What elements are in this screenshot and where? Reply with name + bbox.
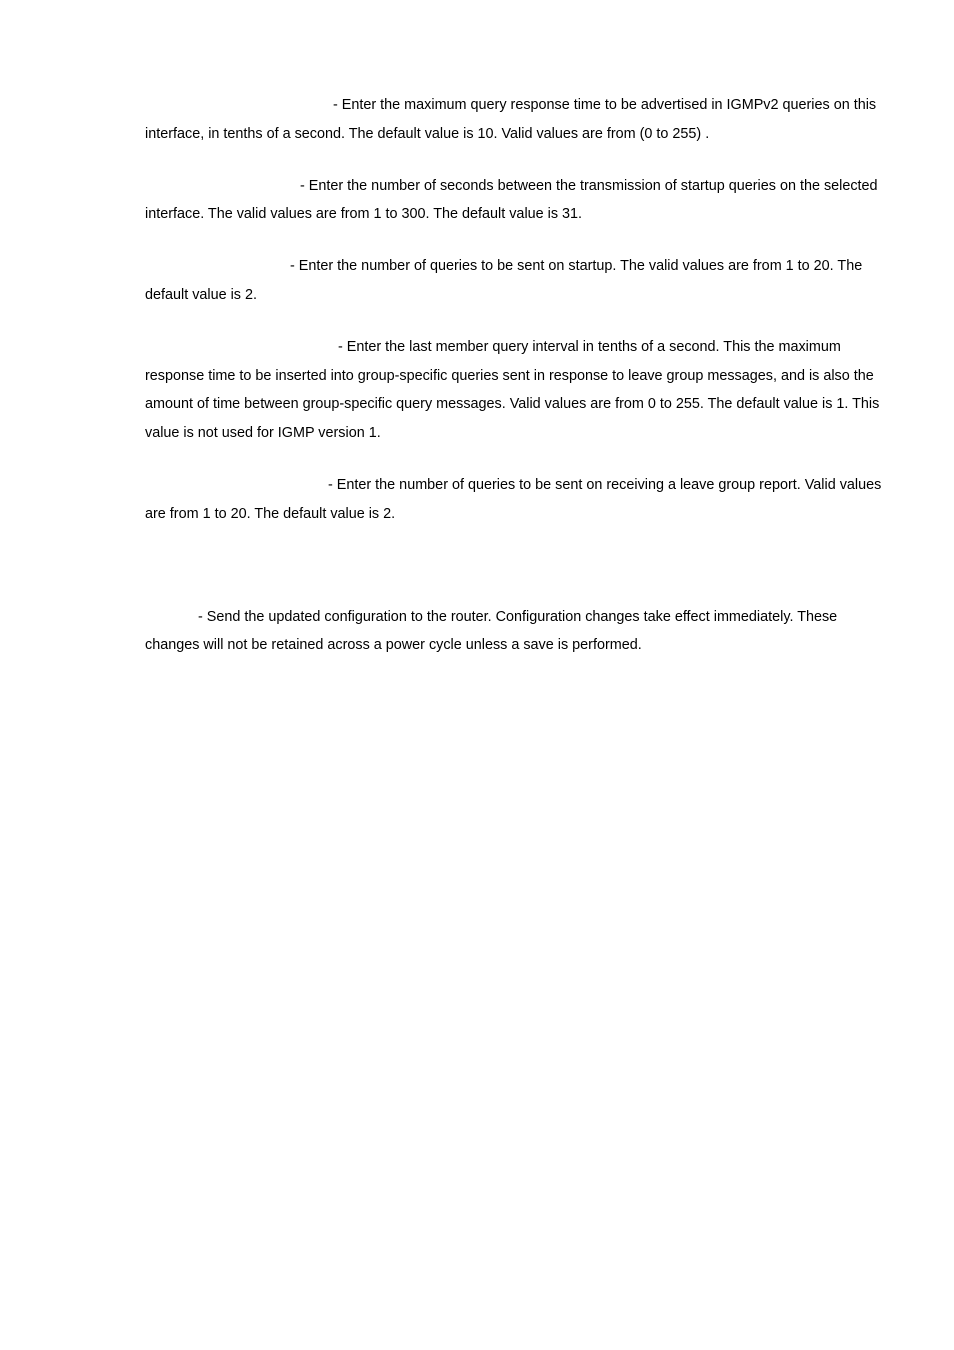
- paragraph-startup-query-interval: [145, 172, 885, 230]
- paragraph-submit: [145, 603, 885, 661]
- paragraph-text: - Enter the number of queries to be sent on startup. The valid values are from 1 to 20. The default value is 2.: [145, 258, 863, 303]
- paragraph-last-member-query-count: [145, 471, 885, 529]
- document-page: [145, 91, 885, 660]
- paragraph-text: - Send the updated configuration to the router. Configuration changes take effect immediately. These changes will not be retained across a power cycle unless a save is performed.: [145, 608, 838, 654]
- paragraph-text: - Enter the number of seconds between the transmission of startup queries on the selected interface. The valid values are from 1 to 300. The default value is 31.: [145, 177, 878, 223]
- paragraph-max-response-time: [145, 91, 885, 149]
- paragraph-text: - Enter the last member query interval in tenths of a second. This the maximum response time to be inserted into group-specific queries sent in response to leave group messages, and is also the amount of time between group-specific query messages. Valid values are from 0 to 255. The default value is 1. This value is not used for IGMP version 1.: [145, 338, 880, 442]
- paragraph-last-member-query-interval: [145, 333, 885, 448]
- paragraph-startup-query-count: [145, 252, 885, 310]
- paragraph-text: - Enter the number of queries to be sent on receiving a leave group report. Valid values are from 1 to 20. The default value is 2.: [145, 476, 882, 522]
- paragraph-text: - Enter the maximum query response time to be advertised in IGMPv2 queries on this interface, in tenths of a second. The default value is 10. Valid values are from (0 to 255) .: [145, 97, 877, 142]
